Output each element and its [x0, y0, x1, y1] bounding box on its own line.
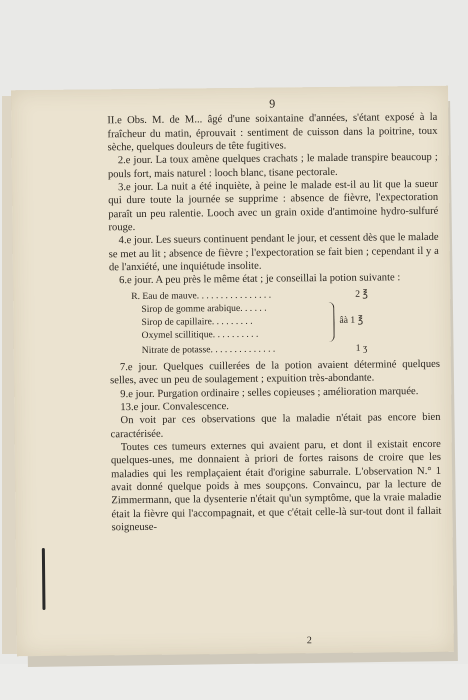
- page-text: [107, 96, 442, 535]
- paragraph: On voit par ces observations que la maladie n'était pas encore bien caractérisée.: [110, 412, 441, 440]
- paragraph: 7.e jour. Quelques cuillerées de la potion avaient déterminé quelques selles, avec un peu de soulagement ; expuition très-abondante.: [110, 358, 440, 387]
- prescription-quantity: 2 ℥: [355, 288, 369, 300]
- prescription-item: Sirop de capillaire. . . . . . . . .: [141, 315, 253, 328]
- paragraph: 3.e jour. La nuit a été inquiète, à peine le malade est-il au lit que la sueur qui dure toute la journée se supprime : absence de fièvre, l'expectoration paraît un peu ralentie. Looch avec un grain oxide d'antimoine hydro-sulfuré rouge.: [108, 178, 439, 234]
- book-page: [11, 86, 454, 657]
- prescription-quantity: âà 1 ℥: [339, 314, 364, 326]
- prescription-block: [109, 287, 440, 360]
- paragraph: II.e Obs. M. de M... âgé d'une soixantaine d'années, s'étant exposé à la fraîcheur du matin, éprouvait : sentiment de cuisson dans la poitrine, toux sèche, quelques douleurs de tête fugitives.: [107, 112, 438, 154]
- prescription-brace: [327, 302, 334, 342]
- paragraph: 9.e jour. Purgation ordinaire ; selles copieuses ; amélioration marquée.: [120, 385, 419, 400]
- signature-mark: 2: [306, 635, 312, 647]
- binding-thread: [42, 548, 46, 610]
- paragraph: 13.e jour. Convalescence.: [120, 400, 229, 414]
- prescription-quantity: 1 ʒ: [355, 342, 368, 354]
- prescription-item: Nitrate de potasse. . . . . . . . . . . . . .: [141, 343, 276, 356]
- paragraph: 6.e jour. A peu près le même état ; je conseillai la potion suivante :: [118, 272, 401, 287]
- page-number: 9: [269, 96, 276, 111]
- prescription-item: Oxymel scillitique. . . . . . . . . .: [141, 328, 259, 341]
- paragraph: Toutes ces tumeurs externes qui avaient paru, et dont il existait encore quelques-unes, me donnaient à priori de fortes raisons de croire que les maladies qui les remplaçaient était d'origine saburrale. L'observation N.° 1 avait donné quelque poids à mes soupçons. Convaincu, par la lecture de Zimmermann, que la dysenterie n'était qu'un symptôme, que la vraie maladie était la fièvre qui l'accompagnait, et que c'était celle-là sur-tout dont il fallait soigneuse-: [110, 438, 442, 534]
- paragraph: 4.e jour. Les sueurs continuent pendant le jour, et cessent dès que le malade se met au lit ; absence de fièvre ; l'expectoration se fait bien ; cependant il y a de l'anxiété, une inquiétude insolite.: [108, 232, 439, 274]
- paragraph: 2.e jour. La toux amène quelques crachats ; le malade transpire beaucoup ; pouls fort, mais naturel : looch blanc, tisane pectorale.: [107, 152, 438, 181]
- prescription-item: R. Eau de mauve. . . . . . . . . . . . . . . .: [131, 289, 272, 302]
- background-strip: [0, 664, 468, 700]
- prescription-item: Sirop de gomme arabique. . . . . .: [141, 302, 267, 315]
